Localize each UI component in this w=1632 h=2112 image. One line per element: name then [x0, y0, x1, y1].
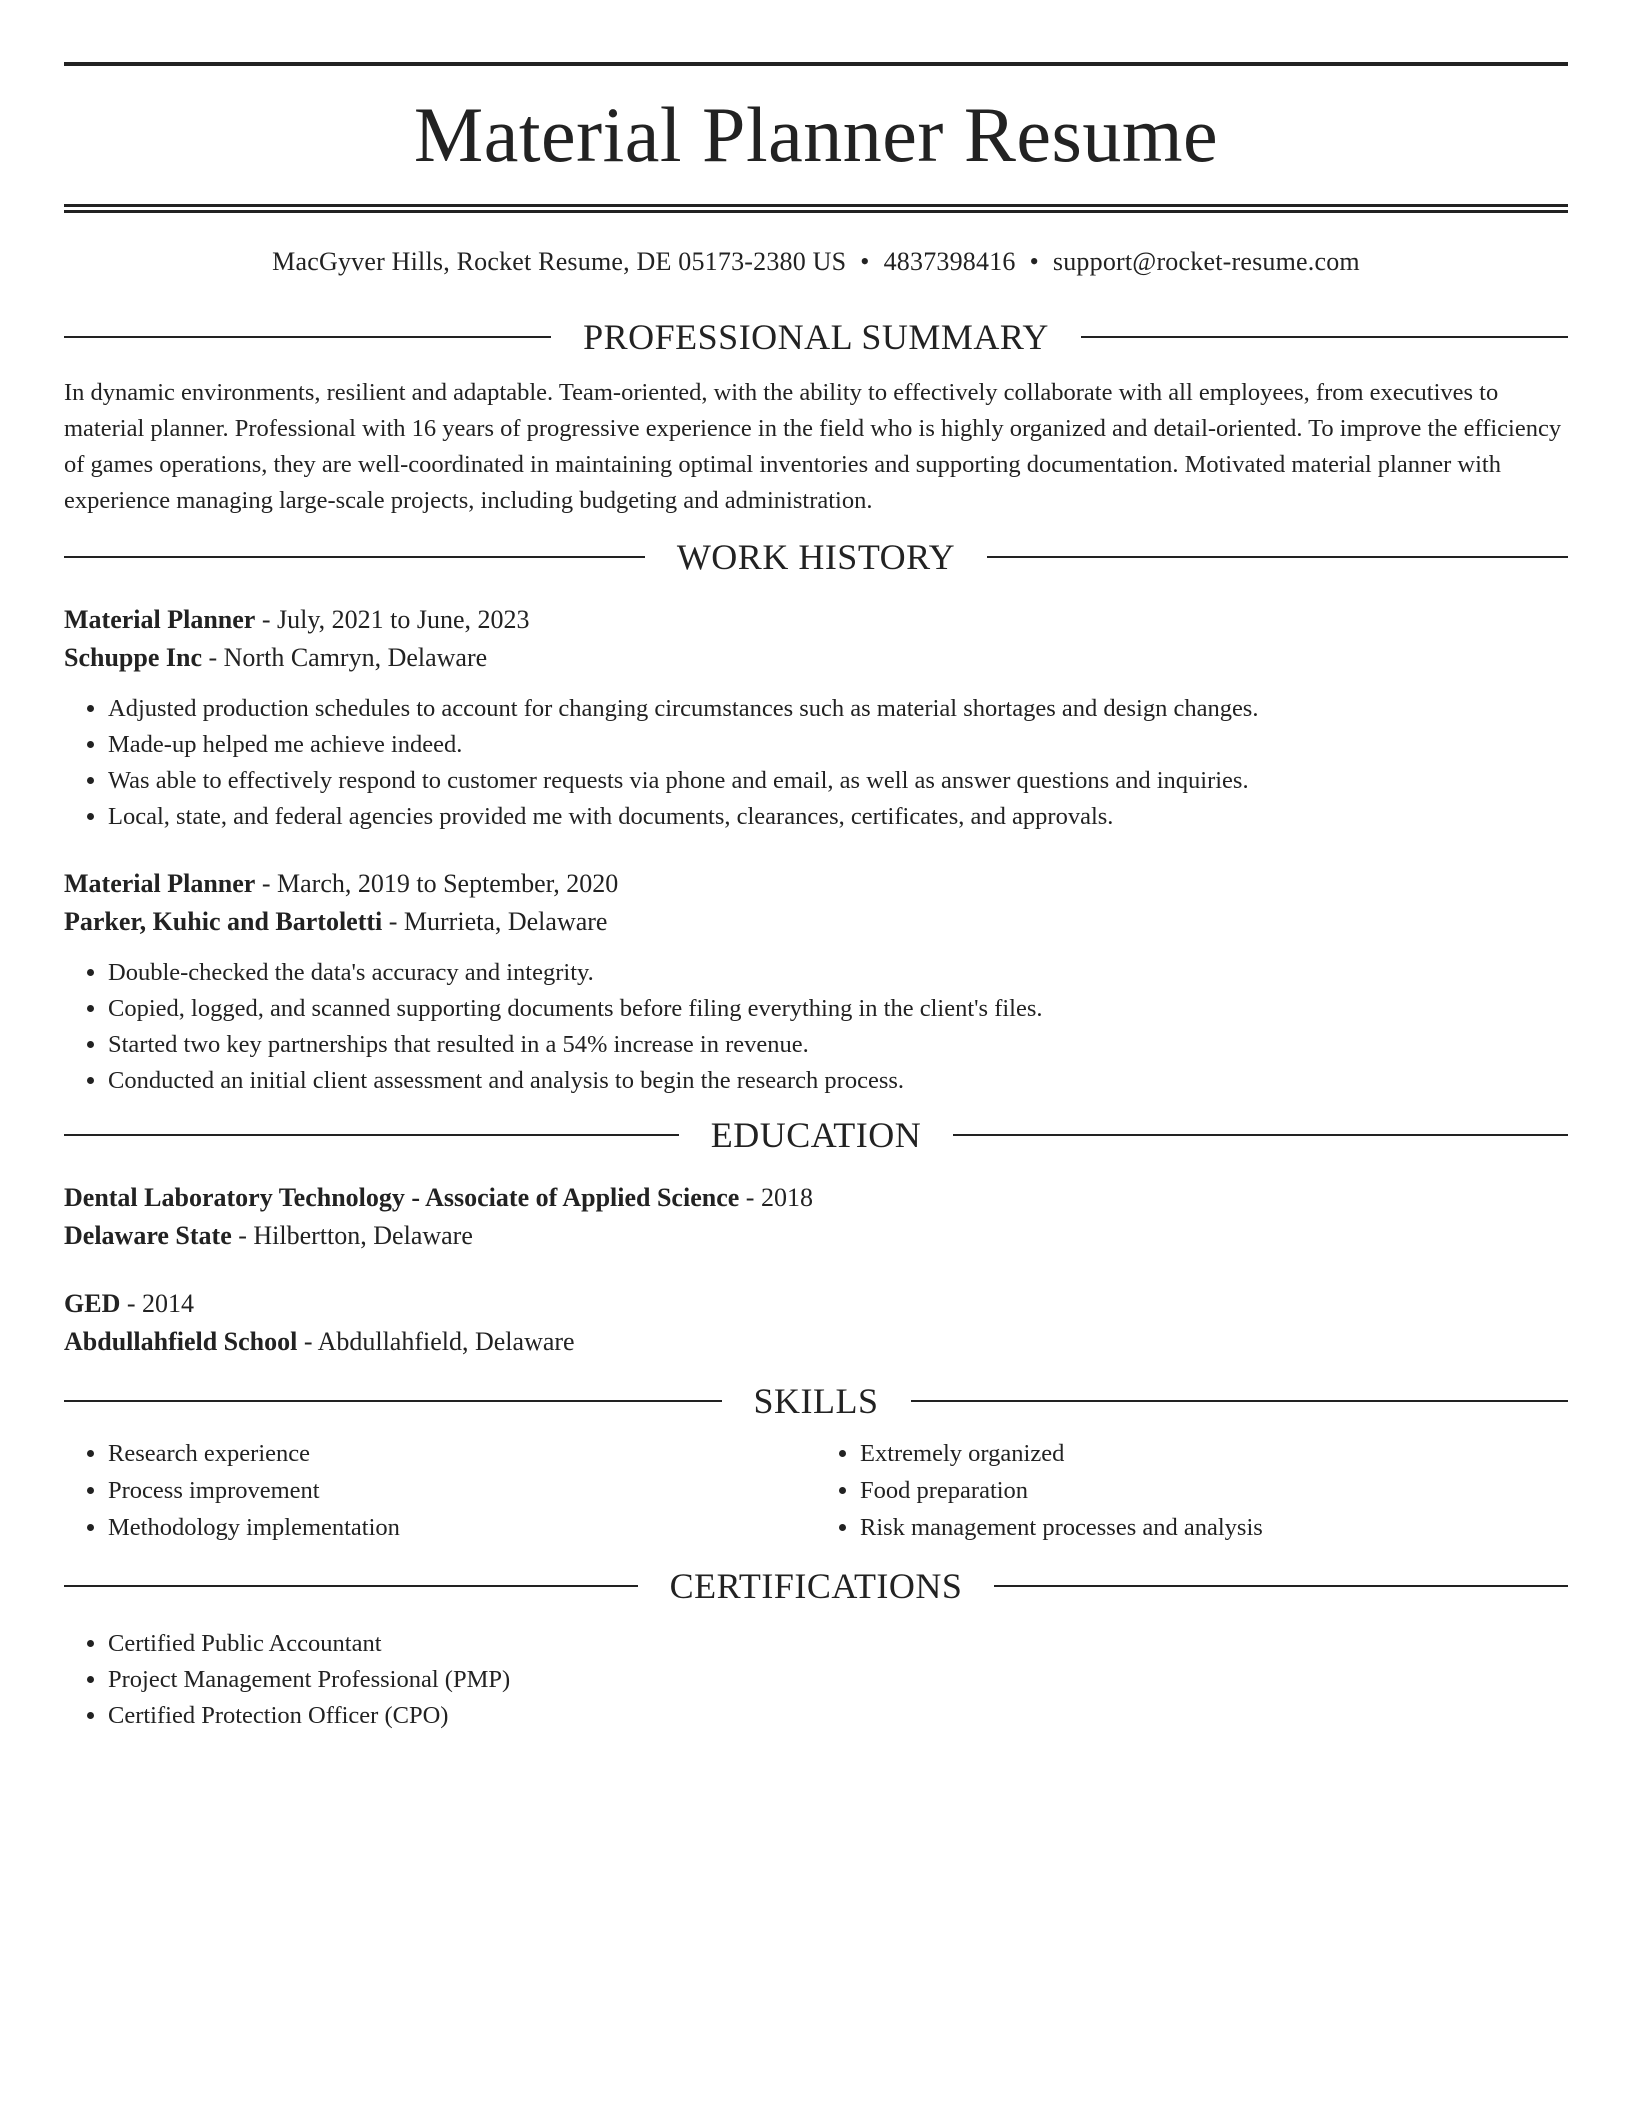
skills-bullets: [816, 1435, 1568, 1546]
summary-text: In dynamic environments, resilient and adaptable. Team-oriented, with the ability to effectively collaborate with all employees, from executives to material planner. Professional with 16 years of progressive experience in the field who is highly organized and detail-oriented. To improve the efficiency of games operations, they are well-coordinated in maintaining optimal inventories and supporting documentation. Motivated material planner with experience managing large-scale projects, including budgeting and administration.: [64, 379, 1562, 514]
section-header-skills: [64, 1383, 1568, 1419]
education-entry: [64, 1179, 1568, 1255]
job-company: Schuppe Inc: [64, 643, 202, 672]
contact-email: support@rocket-resume.com: [1052, 247, 1360, 276]
list-item: • Methodology implementation: [108, 1509, 816, 1546]
contact-separator: •: [860, 247, 870, 276]
list-item: • Copied, logged, and scanned supporting documents before filing everything in the client's files.: [108, 991, 1568, 1027]
job-location: - North Camryn, Delaware: [202, 643, 488, 672]
education-entry: [64, 1285, 1568, 1361]
list-item: • Made-up helped me achieve indeed.: [108, 727, 1568, 763]
contact-separator: •: [1029, 247, 1039, 276]
section-rule: [911, 1400, 1569, 1402]
degree-line: [64, 1179, 1568, 1217]
section-title-certifications: CERTIFICATIONS: [669, 1566, 963, 1606]
job-title-line: [64, 865, 1568, 903]
list-item: • Food preparation: [860, 1472, 1568, 1509]
job-title-line: [64, 601, 1568, 639]
section-rule: [994, 1585, 1568, 1587]
section-title-skills: SKILLS: [753, 1381, 879, 1421]
job-company-line: [64, 903, 1568, 941]
section-title-work: WORK HISTORY: [676, 537, 956, 577]
list-item: • Local, state, and federal agencies provided me with documents, clearances, certificates, and approvals.: [108, 799, 1568, 835]
section-header-work: [64, 539, 1568, 575]
section-rule: [953, 1134, 1568, 1136]
section-rule: [64, 1585, 638, 1587]
school-location: - Abdullahfield, Delaware: [297, 1327, 575, 1356]
degree-name: GED: [64, 1289, 121, 1318]
contact-line: [64, 247, 1568, 277]
list-item: • Extremely organized: [860, 1435, 1568, 1472]
section-rule: [987, 556, 1568, 558]
job-title: Material Planner: [64, 605, 256, 634]
job-entry: [64, 601, 1568, 835]
list-item: • Research experience: [108, 1435, 816, 1472]
degree-name: Dental Laboratory Technology - Associate of Applied Science: [64, 1183, 740, 1212]
certifications-list: [64, 1626, 1568, 1734]
title-double-rule: [64, 204, 1568, 213]
section-rule: [64, 556, 645, 558]
section-rule: [64, 336, 551, 338]
list-item: • Certified Public Accountant: [108, 1626, 1568, 1662]
job-dates: - March, 2019 to September, 2020: [255, 869, 619, 898]
list-item: • Conducted an initial client assessment and analysis to begin the research process.: [108, 1063, 1568, 1099]
list-item: • Risk management processes and analysis: [860, 1509, 1568, 1546]
skills-column-left: [64, 1435, 816, 1546]
job-company: Parker, Kuhic and Bartoletti: [64, 907, 383, 936]
degree-year: - 2018: [739, 1183, 813, 1212]
section-rule: [64, 1134, 679, 1136]
job-dates: - July, 2021 to June, 2023: [255, 605, 530, 634]
school-line: [64, 1217, 1568, 1255]
job-title: Material Planner: [64, 869, 256, 898]
school-line: [64, 1323, 1568, 1361]
list-item: • Certified Protection Officer (CPO): [108, 1698, 1568, 1734]
school-name: Abdullahfield School: [64, 1327, 298, 1356]
job-bullets: [64, 955, 1568, 1099]
skills-list: [64, 1435, 1568, 1546]
section-header-summary: [64, 319, 1568, 355]
skills-column-right: [816, 1435, 1568, 1546]
degree-line: [64, 1285, 1568, 1323]
job-location: - Murrieta, Delaware: [382, 907, 608, 936]
page-title: Material Planner Resume: [413, 91, 1219, 178]
contact-address: MacGyver Hills, Rocket Resume, DE 05173-2380 US: [272, 247, 847, 276]
resume-page: [64, 62, 1568, 1734]
school-location: - Hilbertton, Delaware: [231, 1221, 473, 1250]
section-title-summary: PROFESSIONAL SUMMARY: [583, 317, 1049, 357]
section-rule: [1081, 336, 1568, 338]
list-item: • Process improvement: [108, 1472, 816, 1509]
list-item: • Adjusted production schedules to account for changing circumstances such as material shortages and design changes.: [108, 691, 1568, 727]
degree-year: - 2014: [120, 1289, 195, 1318]
skills-bullets: [64, 1435, 816, 1546]
list-item: • Was able to effectively respond to customer requests via phone and email, as well as answer questions and inquiries.: [108, 763, 1568, 799]
section-header-education: [64, 1117, 1568, 1153]
job-entry: [64, 865, 1568, 1099]
school-name: Delaware State: [64, 1221, 232, 1250]
section-header-certifications: [64, 1568, 1568, 1604]
job-company-line: [64, 639, 1568, 677]
list-item: • Started two key partnerships that resulted in a 54% increase in revenue.: [108, 1027, 1568, 1063]
section-title-education: EDUCATION: [710, 1115, 922, 1155]
job-bullets: [64, 691, 1568, 835]
contact-phone: 4837398416: [883, 247, 1016, 276]
list-item: • Double-checked the data's accuracy and integrity.: [108, 955, 1568, 991]
section-rule: [64, 1400, 722, 1402]
list-item: • Project Management Professional (PMP): [108, 1662, 1568, 1698]
